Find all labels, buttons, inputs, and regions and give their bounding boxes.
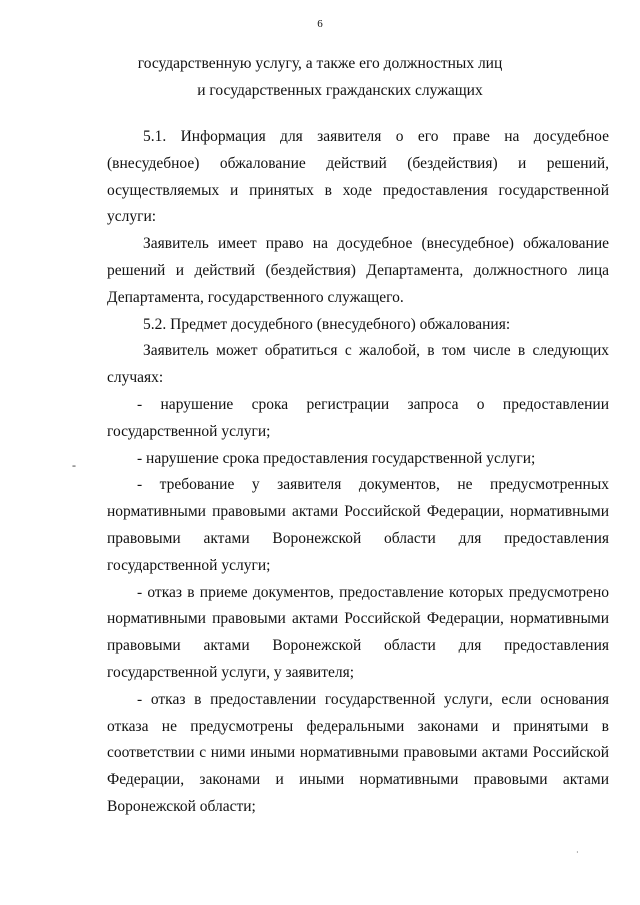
body-text [107, 124, 609, 821]
paragraph-5-2: 5.2. Предмет досудебного (внесудебного) обжалования: [143, 315, 511, 333]
page-number: 6 [317, 18, 323, 30]
list-item-registration-deadline: - нарушение срока регистрации запроса о предоставлении государственной услуги; [107, 395, 609, 440]
section-heading-line-1: государственную услугу, а также его должностных лиц [137, 55, 503, 72]
paragraph-5-1: 5.1. Информация для заявителя о его праве на досудебное (внесудебное) обжалование действий (бездействия) и решений, осуществляемых и принятых в ходе предоставления государственной услуги: [107, 128, 609, 226]
list-item-document-requirement: - требование у заявителя документов, не предусмотренных нормативными правовыми актами Российской Федерации, нормативными правовыми актами Воронежской области для предоставления государственной услуги; [107, 476, 609, 574]
scan-speck: · [576, 848, 579, 857]
paragraph-right-to-appeal: Заявитель имеет право на досудебное (внесудебное) обжалование решений и действий (бездействия) Департамента, должностного лица Департамента, государственного служащего. [107, 235, 609, 306]
section-heading-line-2: и государственных гражданских служащих [197, 82, 483, 99]
paragraph-complaint-cases: Заявитель может обратиться с жалобой, в том числе в следующих случаях: [107, 342, 609, 387]
scan-speck: - [72, 458, 76, 472]
list-item-document-refusal: - отказ в приеме документов, предоставление которых предусмотрено нормативными правовыми актами Российской Федерации, нормативными правовыми актами Воронежской области для предоставления государственной услуги, у заявителя; [107, 583, 609, 681]
list-item-service-refusal: - отказ в предоставлении государственной услуги, если основания отказа не предусмотрены федеральными законами и принятыми в соответствии с ними иными нормативными правовыми актами Российской Федерации, законами и иными нормативными правовыми актами Воронежской области; [107, 690, 609, 815]
list-item-service-deadline: - нарушение срока предоставления государственной услуги; [137, 449, 536, 467]
